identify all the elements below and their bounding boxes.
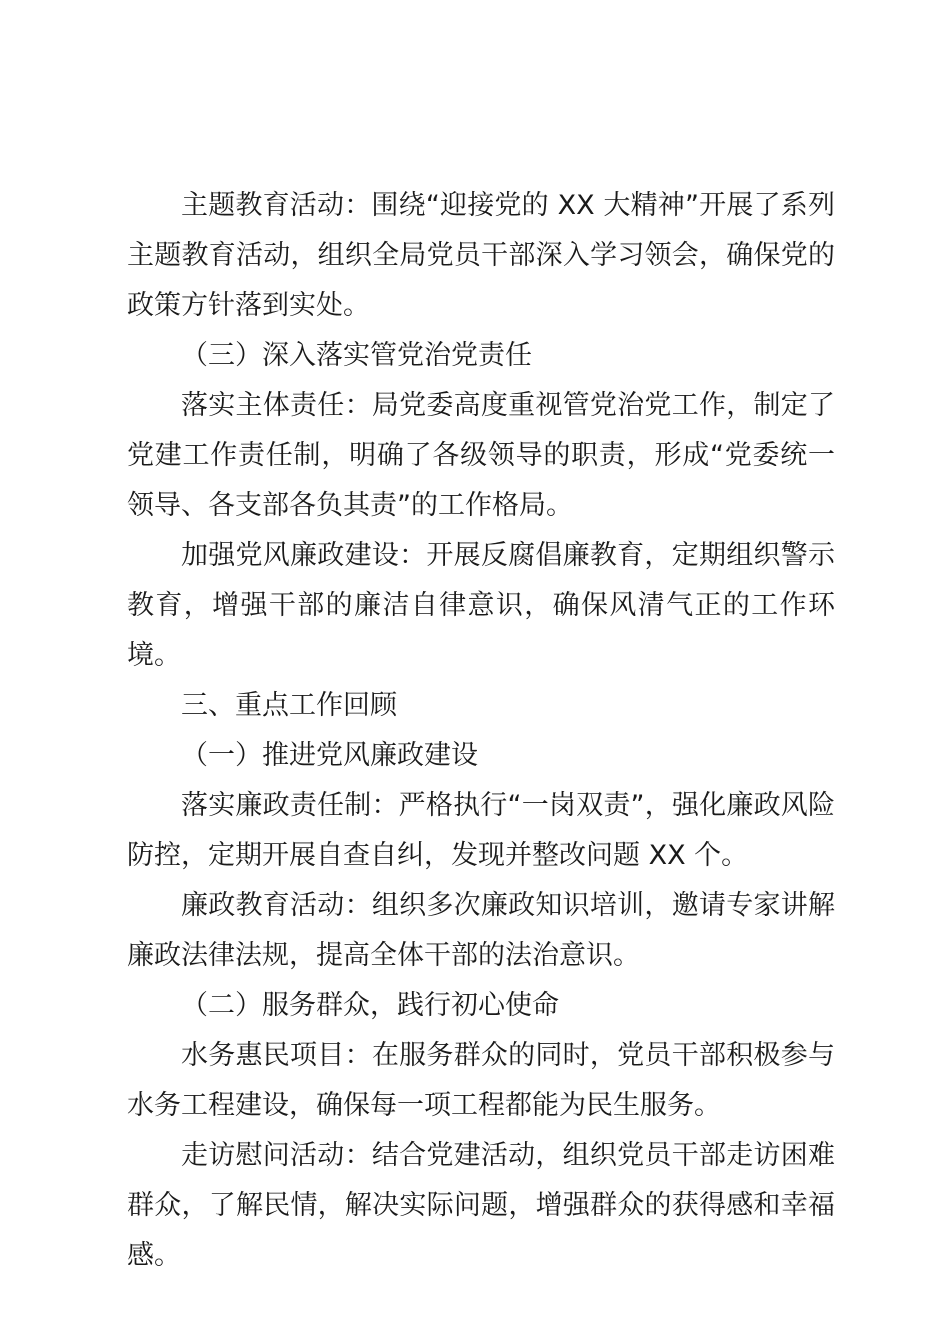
heading-party-responsibility: （三）深入落实管党治党责任 [181,340,532,371]
paragraph-integrity-responsibility: 落实廉政责任制：严格执行“一岗双责”，强化廉政风险防控，定期开展自查自纠，发现并整改问题 XX 个。 [127,790,835,871]
paragraph-water-project: 水务惠民项目：在服务群众的同时，党员干部积极参与水务工程建设，确保每一项工程都能为民生服务。 [127,1040,835,1121]
paragraph-clean-governance: 加强党风廉政建设：开展反腐倡廉教育，定期组织警示教育，增强干部的廉洁自律意识，确保风清气正的工作环境。 [127,540,835,671]
heading-key-work-review: 三、重点工作回顾 [181,690,397,721]
document-body [127,181,835,1281]
paragraph-theme-education: 主题教育活动：围绕“迎接党的 XX 大精神”开展了系列主题教育活动，组织全局党员干部深入学习领会，确保党的政策方针落到实处。 [127,190,835,321]
paragraph-main-responsibility: 落实主体责任：局党委高度重视管党治党工作，制定了党建工作责任制，明确了各级领导的职责，形成“党委统一领导、各支部各负其责”的工作格局。 [127,390,835,521]
heading-integrity-construction: （一）推进党风廉政建设 [181,740,478,771]
heading-serve-masses: （二）服务群众，践行初心使命 [181,990,559,1021]
paragraph-integrity-education: 廉政教育活动：组织多次廉政知识培训，邀请专家讲解廉政法律法规，提高全体干部的法治意识。 [127,890,835,971]
paragraph-visit-activities: 走访慰问活动：结合党建活动，组织党员干部走访困难群众，了解民情，解决实际问题，增强群众的获得感和幸福感。 [127,1140,835,1271]
